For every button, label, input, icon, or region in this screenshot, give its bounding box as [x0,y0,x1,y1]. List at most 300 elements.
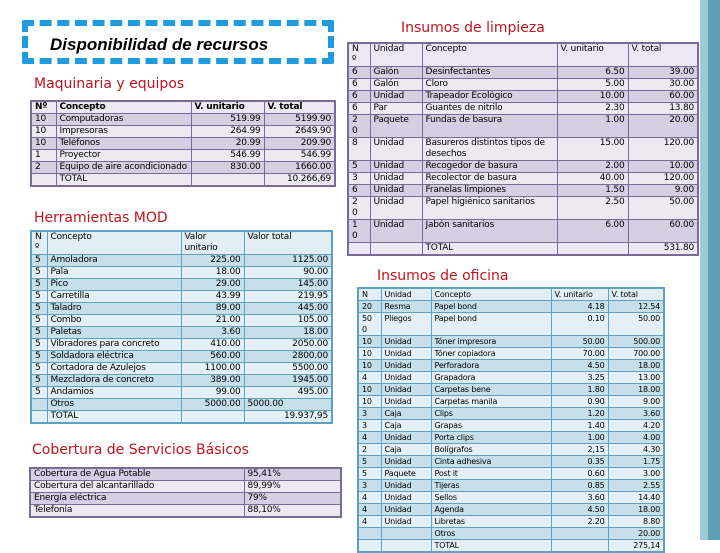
table-cell: 95,41% [244,468,341,481]
table-cell: 10 [31,138,56,150]
table-cell: Unidad [381,396,431,408]
table-cell: Cobertura del alcantarillado [30,481,244,493]
table-cell: Tóner impresora [431,336,551,348]
table-cell: 6 [348,185,370,197]
column-header: V. unitario [191,101,264,114]
table-cell: 2800.00 [244,351,332,363]
table-cell: 389.00 [181,375,244,387]
table-cell [358,528,381,540]
table-cell: 70.00 [551,348,608,360]
column-header: Concepto [47,231,181,255]
table-cell: 120.00 [628,138,698,161]
table-cell: Par [370,103,422,115]
table-row [358,504,664,516]
table-cell: Caja [381,420,431,432]
table-row [358,540,664,553]
table-cell: 445.00 [244,303,332,315]
table-row [31,150,335,162]
table-cell: Carretilla [47,291,181,303]
table-cell: 3 [358,408,381,420]
table-cell: Pala [47,267,181,279]
table-cell: 18.00 [608,384,664,396]
table-cell: 50.00 [608,313,664,336]
table-cell: 1 0 [348,220,370,243]
table-cell: 3.60 [181,327,244,339]
table-cell: 5.00 [557,79,628,91]
table-cell: 1 [31,150,56,162]
table-cell: Teléfonos [56,138,191,150]
table-cell: 20.00 [628,115,698,138]
table-cell: 225.00 [181,255,244,267]
table-row [348,79,698,91]
table-cell: Recogedor de basura [422,161,557,173]
table-row [348,220,698,243]
table-row [31,162,335,174]
table-cell: Papel higiénico sanitarios [422,197,557,220]
table-cell: 50.00 [628,197,698,220]
table-row [358,372,664,384]
table-cell: 10 [358,384,381,396]
table-row [358,420,664,432]
table-cell: 6 [348,103,370,115]
table-cell: 145.00 [244,279,332,291]
table-cell [370,243,422,256]
table-cell: 3.60 [551,492,608,504]
table-cell: TOTAL [47,411,181,424]
table-cell: Unidad [381,360,431,372]
table-row [358,384,664,396]
table-cell: 5 [31,255,47,267]
cobertura-table [29,467,342,518]
table-cell: 6.00 [557,220,628,243]
table-cell: 1.50 [557,185,628,197]
table-cell: 2 0 [348,115,370,138]
table-cell [31,174,56,187]
table-cell: Unidad [381,456,431,468]
column-header: V. total [628,43,698,67]
table-row [348,115,698,138]
table-cell: 2.50 [557,197,628,220]
table-cell: Andamios [47,387,181,399]
table-cell: 8 [348,138,370,161]
table-cell: 264.99 [191,126,264,138]
table-cell: 5 [31,267,47,279]
table-cell: 1.00 [551,432,608,444]
table-cell: 830.00 [191,162,264,174]
table-cell: 4 [358,372,381,384]
table-cell: Cortadora de Azulejos [47,363,181,375]
table-cell: Unidad [370,161,422,173]
table-cell: Porta clips [431,432,551,444]
table-cell: 10 [358,360,381,372]
column-header: N º [31,231,47,255]
table-cell: 20.00 [608,528,664,540]
table-cell: 410.00 [181,339,244,351]
table-cell: 4.50 [551,504,608,516]
table-cell: Clips [431,408,551,420]
table-cell: Carpetas manila [431,396,551,408]
table-cell: 19.937,95 [244,411,332,424]
table-cell: 495.00 [244,387,332,399]
table-row [348,103,698,115]
column-header: Concepto [422,43,557,67]
column-header: Unidad [370,43,422,67]
table-cell: 4 [358,516,381,528]
table-cell: 546.99 [191,150,264,162]
table-cell: 30.00 [628,79,698,91]
table-cell: Unidad [370,91,422,103]
table-cell: Jabón sanitarios [422,220,557,243]
table-cell [358,540,381,553]
cobertura-heading: Cobertura de Servicios Básicos [32,442,249,458]
table-cell: 10.00 [557,91,628,103]
table-cell [31,399,47,411]
table-cell: Mezcladora de concreto [47,375,181,387]
table-cell: 3 [358,420,381,432]
table-row [30,493,341,505]
limpieza-heading: Insumos de limpieza [401,20,545,36]
column-header: Concepto [431,288,551,301]
table-cell: Papel bond [431,313,551,336]
table-cell: 5 [31,315,47,327]
table-cell: Basureros distintos tipos de desechos [422,138,557,161]
table-cell: 5 [31,303,47,315]
table-cell: 500.00 [608,336,664,348]
maquinaria-heading: Maquinaria y equipos [34,76,185,92]
table-cell: 18.00 [608,360,664,372]
table-cell: 0.90 [551,396,608,408]
table-cell: Caja [381,408,431,420]
table-cell: 5 [358,456,381,468]
table-row [358,444,664,456]
table-cell: Sellos [431,492,551,504]
table-cell: 519.99 [191,114,264,126]
table-cell: Unidad [381,516,431,528]
table-row [31,174,335,187]
table-cell: 13.80 [628,103,698,115]
table-cell: 5 [31,291,47,303]
table-cell: Agenda [431,504,551,516]
table-cell [551,540,608,553]
table-cell: Cinta adhesiva [431,456,551,468]
table-cell: Unidad [370,197,422,220]
table-cell: Unidad [381,492,431,504]
column-header: N [358,288,381,301]
table-cell: Unidad [381,372,431,384]
table-cell: Libretas [431,516,551,528]
table-cell: 3.25 [551,372,608,384]
table-cell: Energía eléctrica [30,493,244,505]
table-row [348,197,698,220]
table-cell: Perforadora [431,360,551,372]
table-cell: 5 [31,279,47,291]
table-row [358,360,664,372]
table-cell: 209.90 [264,138,335,150]
table-cell: 275,14 [608,540,664,553]
table-cell: 0.60 [551,468,608,480]
table-row [358,492,664,504]
table-cell: Unidad [381,480,431,492]
table-cell: Grapas [431,420,551,432]
table-cell: 5 [31,351,47,363]
table-cell: 2050.00 [244,339,332,351]
table-cell: 15.00 [557,138,628,161]
table-cell: 0.35 [551,456,608,468]
table-cell: 43.99 [181,291,244,303]
table-row [31,399,332,411]
table-cell: 2649.90 [264,126,335,138]
table-cell [31,411,47,424]
table-cell: Resma [381,301,431,313]
column-header: V. unitario [557,43,628,67]
table-cell: 89.00 [181,303,244,315]
table-header-row [358,288,664,301]
column-header: N º [348,43,370,67]
table-cell: Post it [431,468,551,480]
table-cell: Tóner copiadora [431,348,551,360]
maquinaria-table [30,100,336,187]
table-cell: Unidad [370,220,422,243]
table-row [358,348,664,360]
table-cell: 4 [358,504,381,516]
table-cell: Cobertura de Agua Potable [30,468,244,481]
table-row [31,267,332,279]
table-cell: 4.50 [551,360,608,372]
table-cell: 10.00 [628,161,698,173]
table-row [358,456,664,468]
table-cell: 1.20 [551,408,608,420]
table-cell: Equipo de aire acondicionado [56,162,191,174]
table-cell: 2 0 [348,197,370,220]
table-row [31,126,335,138]
table-cell: Unidad [381,384,431,396]
table-row [348,161,698,173]
herramientas-table [30,230,333,424]
table-row [30,505,341,518]
table-cell: 3.00 [608,468,664,480]
table-cell: 546.99 [264,150,335,162]
table-cell: Galón [370,67,422,79]
table-cell: 10 [358,348,381,360]
table-cell: Proyector [56,150,191,162]
table-row [31,327,332,339]
table-cell: 18.00 [181,267,244,279]
slide-edge-decoration [700,0,708,540]
table-cell: 13.00 [608,372,664,384]
oficina-heading: Insumos de oficina [377,268,509,284]
table-cell: 99.00 [181,387,244,399]
table-cell: 1945.00 [244,375,332,387]
table-cell: Tijeras [431,480,551,492]
table-row [31,375,332,387]
table-cell: 18.00 [608,504,664,516]
table-cell: 2.55 [608,480,664,492]
table-cell [381,540,431,553]
table-cell: Paquete [370,115,422,138]
table-row [358,336,664,348]
table-cell: 39.00 [628,67,698,79]
column-header: V. total [264,101,335,114]
table-row [31,279,332,291]
table-cell [551,528,608,540]
table-row [348,185,698,197]
table-cell: 0.85 [551,480,608,492]
table-row [31,255,332,267]
table-cell: 4.30 [608,444,664,456]
table-cell: 2,15 [551,444,608,456]
table-cell: Cloro [422,79,557,91]
table-cell: Unidad [370,173,422,185]
table-row [348,243,698,256]
table-cell: Paquete [381,468,431,480]
table-cell [557,243,628,256]
table-header-row [31,101,335,114]
table-row [348,67,698,79]
column-header: V. unitario [551,288,608,301]
table-cell: 1.00 [557,115,628,138]
table-header-row [31,231,332,255]
table-cell: 1.75 [608,456,664,468]
table-cell: Unidad [381,348,431,360]
table-row [31,363,332,375]
column-header: Valor total [244,231,332,255]
table-cell: Unidad [370,185,422,197]
table-cell: 5000.00 [181,399,244,411]
table-cell: 79% [244,493,341,505]
table-cell: Fundas de basura [422,115,557,138]
table-cell: 88,10% [244,505,341,518]
table-cell: 1.80 [551,384,608,396]
table-cell: 5 [31,327,47,339]
table-row [31,387,332,399]
table-cell: 10 [31,126,56,138]
table-cell: 5 [31,375,47,387]
table-cell: 6 [348,91,370,103]
table-cell: Computadoras [56,114,191,126]
table-cell: 105.00 [244,315,332,327]
table-cell: 5000.00 [244,399,332,411]
table-cell: 1125.00 [244,255,332,267]
table-cell: Bolígrafos [431,444,551,456]
table-cell: 20.99 [191,138,264,150]
table-row [358,468,664,480]
table-cell: 0.10 [551,313,608,336]
table-cell: 6 [348,79,370,91]
table-cell: 2 [31,162,56,174]
table-cell: 2.30 [557,103,628,115]
table-cell: 2 [358,444,381,456]
table-cell: 40.00 [557,173,628,185]
table-cell: 6 [348,67,370,79]
table-cell: 5 [31,387,47,399]
table-cell: 3 [348,173,370,185]
table-cell: 5 [358,468,381,480]
column-header: Concepto [56,101,191,114]
table-cell: 90.00 [244,267,332,279]
table-cell: 9.00 [608,396,664,408]
oficina-table [357,287,665,553]
table-cell: 21.00 [181,315,244,327]
table-cell: 60.00 [628,91,698,103]
table-cell: Pliegos [381,313,431,336]
table-cell: 8.80 [608,516,664,528]
table-cell: TOTAL [422,243,557,256]
table-row [358,408,664,420]
table-cell: TOTAL [56,174,191,187]
table-row [358,432,664,444]
table-cell: Taladro [47,303,181,315]
table-cell: 14.40 [608,492,664,504]
table-cell: 3 [358,480,381,492]
table-cell: Impresoras [56,126,191,138]
table-cell: 531.80 [628,243,698,256]
table-cell: 10 [358,396,381,408]
table-cell: 4.18 [551,301,608,313]
table-row [31,291,332,303]
table-cell: 12.54 [608,301,664,313]
table-cell [181,411,244,424]
table-cell: Otros [431,528,551,540]
table-row [358,313,664,336]
table-row [31,411,332,424]
table-cell: Amoladora [47,255,181,267]
table-cell: 120.00 [628,173,698,185]
table-cell: Otros [47,399,181,411]
table-cell: TOTAL [431,540,551,553]
table-row [30,481,341,493]
table-cell: 4.20 [608,420,664,432]
table-cell: 5 [31,363,47,375]
table-row [348,91,698,103]
column-header: Valor unitario [181,231,244,255]
table-cell: Pico [47,279,181,291]
table-row [31,114,335,126]
table-cell: Paletas [47,327,181,339]
table-cell: 10 [358,336,381,348]
page-title: Disponibilidad de recursos [50,35,269,54]
table-cell: 219.95 [244,291,332,303]
table-cell: 1660.00 [264,162,335,174]
table-cell: 2.20 [551,516,608,528]
table-cell: Vibradores para concreto [47,339,181,351]
table-cell: 29.00 [181,279,244,291]
table-row [30,468,341,481]
table-cell: Unidad [381,432,431,444]
table-cell [348,243,370,256]
table-cell: Unidad [381,336,431,348]
table-cell: 60.00 [628,220,698,243]
table-row [358,301,664,313]
table-cell [381,528,431,540]
table-cell: 5 [348,161,370,173]
table-row [358,516,664,528]
column-header: Unidad [381,288,431,301]
table-cell [191,174,264,187]
table-row [31,315,332,327]
table-cell: 10.266,69 [264,174,335,187]
table-cell: 5199.90 [264,114,335,126]
table-row [348,138,698,161]
table-row [31,339,332,351]
table-row [31,138,335,150]
table-cell: Combo [47,315,181,327]
table-cell: 1100.00 [181,363,244,375]
table-cell: 89,99% [244,481,341,493]
table-cell: 5500.00 [244,363,332,375]
table-cell: 18.00 [244,327,332,339]
table-cell: 700.00 [608,348,664,360]
table-cell: Franelas limpiones [422,185,557,197]
